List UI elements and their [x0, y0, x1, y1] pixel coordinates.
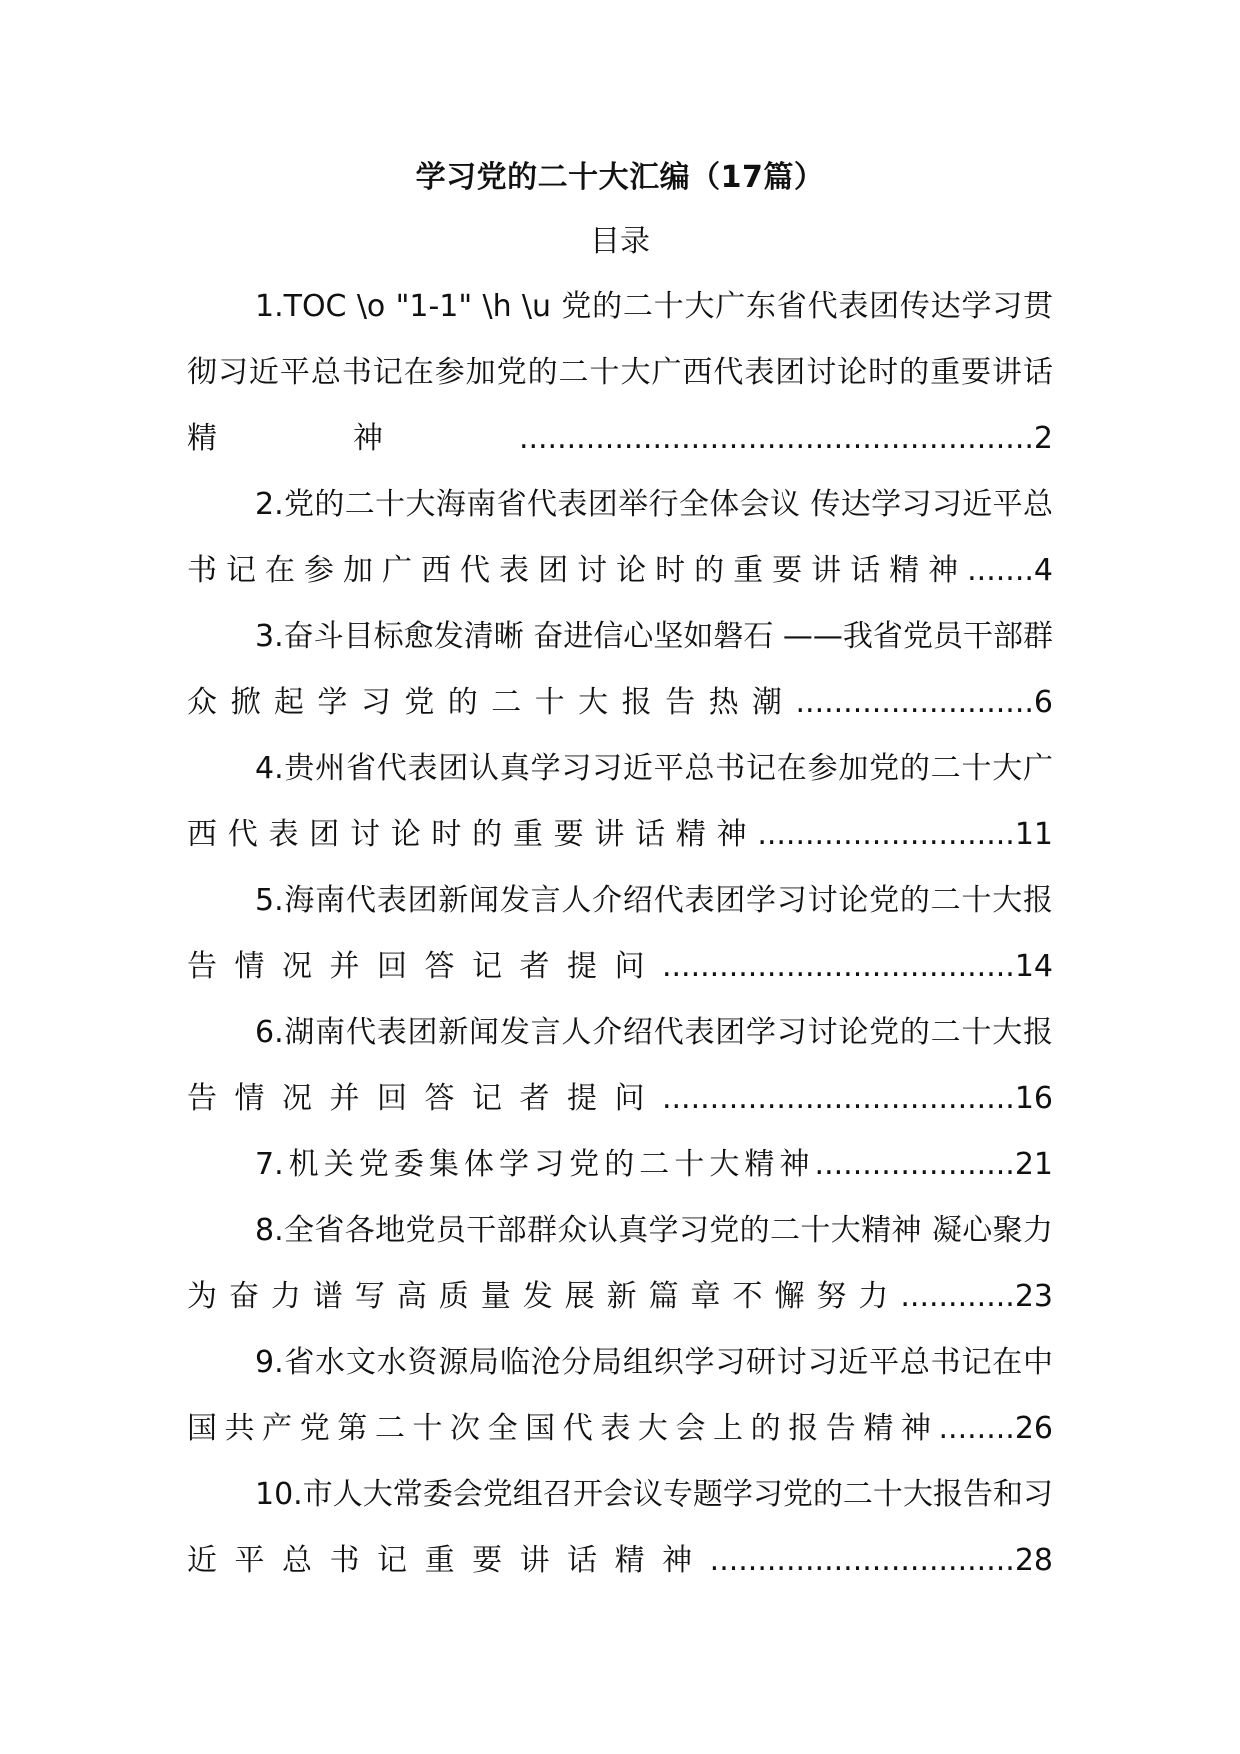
toc-page-number: 21 — [1014, 1147, 1053, 1182]
toc-page-number: 11 — [1014, 817, 1053, 852]
toc-entry[interactable] — [187, 1330, 1053, 1462]
toc-page-number: 28 — [1014, 1543, 1053, 1578]
toc-entry[interactable] — [187, 604, 1053, 736]
toc-entry-title: 6.湖南代表团新闻发言人介绍代表团学习讨论党的二十大报告情况并回答记者提问 — [187, 1015, 1053, 1116]
toc-entry[interactable] — [187, 1132, 1053, 1198]
toc-entry-title: 8.全省各地党员干部群众认真学习党的二十大精神 凝心聚力 为奋力谱写高质量发展新篇章不懈努力 — [187, 1213, 1053, 1314]
toc-dot-leader: ....... — [967, 553, 1034, 588]
toc-entry-title: 9.省水文水资源局临沧分局组织学习研讨习近平总书记在中国共产党第二十次全国代表大会上的报告精神 — [187, 1345, 1053, 1446]
toc-entry-title: 10.市人大常委会党组召开会议专题学习党的二十大报告和习近平总书记重要讲话精神 — [187, 1477, 1053, 1578]
toc-page-number: 4 — [1033, 553, 1053, 588]
toc-entry-title: 1.TOC \o "1-1" \h \u 党的二十大广东省代表团传达学习贯彻习近平总书记在参加党的二十大广西代表团讨论时的重要讲话精神 — [187, 289, 1053, 456]
toc-entry[interactable] — [187, 472, 1053, 604]
toc-dot-leader: ................................ — [709, 1543, 1015, 1578]
toc-page-number: 6 — [1033, 685, 1053, 720]
toc-entry[interactable] — [187, 1462, 1053, 1594]
toc-dot-leader: ......................... — [795, 685, 1034, 720]
toc-entry-title: 5.海南代表团新闻发言人介绍代表团学习讨论党的二十大报告情况并回答记者提问 — [187, 883, 1053, 984]
toc-entry-title: 3.奋斗目标愈发清晰 奋进信心坚如磐石 ——我省党员干部群众掀起学习党的二十大报告热潮 — [187, 619, 1053, 720]
toc-page-number: 2 — [1033, 421, 1053, 456]
toc-page-number: 14 — [1014, 949, 1053, 984]
toc-dot-leader: ..................................... — [661, 949, 1015, 984]
table-of-contents — [187, 274, 1053, 1594]
toc-dot-leader: ...................................................... — [518, 421, 1034, 456]
toc-entry[interactable] — [187, 1198, 1053, 1330]
toc-entry-title: 7.机关党委集体学习党的二十大精神 — [255, 1147, 815, 1182]
toc-entry-title: 2.党的二十大海南省代表团举行全体会议 传达学习习近平总书记在参加广西代表团讨论时的重要讲话精神 — [187, 487, 1053, 588]
toc-page-number: 23 — [1014, 1279, 1053, 1314]
toc-page-number: 26 — [1014, 1411, 1053, 1446]
toc-dot-leader: ............ — [900, 1279, 1015, 1314]
toc-entry[interactable] — [187, 736, 1053, 868]
document-title: 学习党的二十大汇编（17篇） — [415, 160, 825, 195]
toc-dot-leader: ..................... — [814, 1147, 1015, 1182]
toc-heading: 目录 — [590, 224, 650, 259]
toc-entry[interactable] — [187, 274, 1053, 472]
toc-dot-leader: ..................................... — [661, 1081, 1015, 1116]
toc-dot-leader: ........ — [938, 1411, 1015, 1446]
toc-entry[interactable] — [187, 868, 1053, 1000]
toc-entry[interactable] — [187, 1000, 1053, 1132]
toc-dot-leader: ........................... — [757, 817, 1015, 852]
toc-page-number: 16 — [1014, 1081, 1053, 1116]
toc-entry-title: 4.贵州省代表团认真学习习近平总书记在参加党的二十大广西代表团讨论时的重要讲话精神 — [187, 751, 1053, 852]
